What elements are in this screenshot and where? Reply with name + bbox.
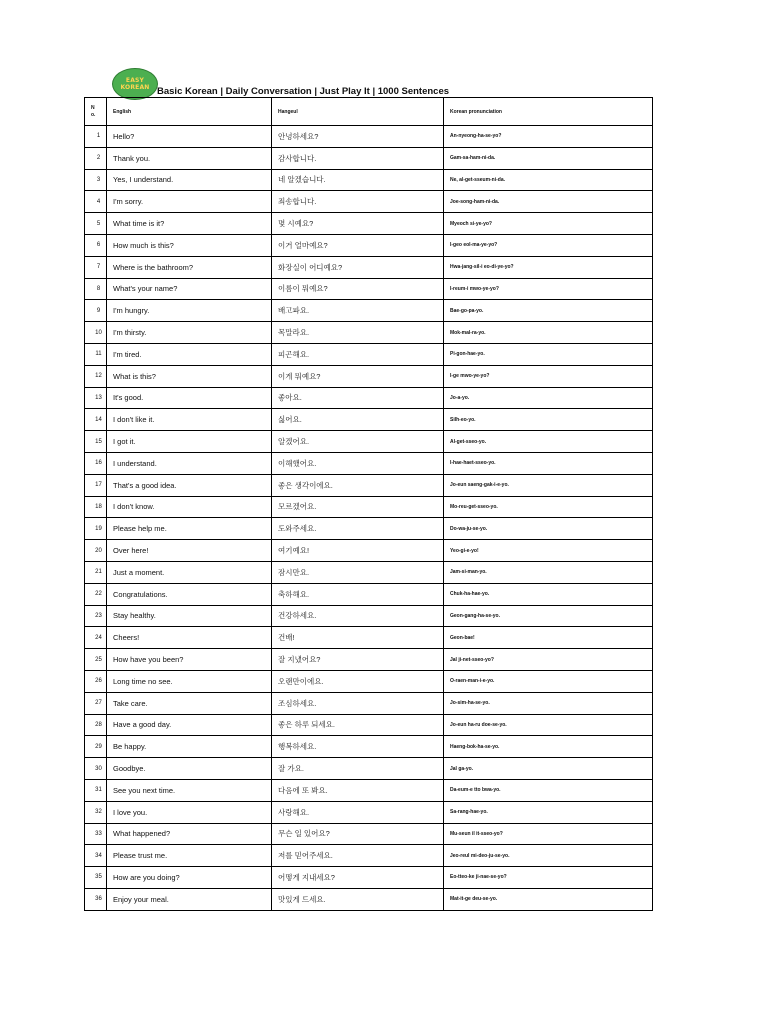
english-cell: Please trust me. xyxy=(107,845,272,867)
pronunciation-cell: Chuk-ha-hae-yo. xyxy=(444,583,653,605)
pronunciation-cell: Jal ga-yo. xyxy=(444,758,653,780)
hangeul-cell: 여기예요! xyxy=(272,540,444,562)
pronunciation-cell: Ne, al-get-sseum-ni-da. xyxy=(444,169,653,191)
english-cell: Enjoy your meal. xyxy=(107,888,272,910)
pronunciation-cell: Bae-go-pa-yo. xyxy=(444,300,653,322)
english-cell: I don't like it. xyxy=(107,409,272,431)
pronunciation-cell: Pi-gon-hae-yo. xyxy=(444,343,653,365)
row-number: 1 xyxy=(85,126,107,148)
hangeul-cell: 네 알겠습니다. xyxy=(272,169,444,191)
english-cell: Over here! xyxy=(107,540,272,562)
hangeul-cell: 잘 가요. xyxy=(272,758,444,780)
pronunciation-cell: Silh-eo-yo. xyxy=(444,409,653,431)
table-row xyxy=(85,322,653,344)
hangeul-cell: 좋은 하루 되세요. xyxy=(272,714,444,736)
english-cell: Stay healthy. xyxy=(107,605,272,627)
english-cell: Goodbye. xyxy=(107,758,272,780)
hangeul-cell: 어떻게 지내세요? xyxy=(272,867,444,889)
sentence-table xyxy=(84,97,653,911)
english-cell: I'm thirsty. xyxy=(107,322,272,344)
hangeul-cell: 사랑해요. xyxy=(272,801,444,823)
english-cell: Where is the bathroom? xyxy=(107,256,272,278)
row-number: 20 xyxy=(85,540,107,562)
row-number: 19 xyxy=(85,518,107,540)
english-cell: Hello? xyxy=(107,126,272,148)
hangeul-cell: 건강하세요. xyxy=(272,605,444,627)
english-cell: What time is it? xyxy=(107,213,272,235)
hangeul-cell: 맛있게 드세요. xyxy=(272,888,444,910)
english-cell: I'm sorry. xyxy=(107,191,272,213)
row-number: 25 xyxy=(85,649,107,671)
hangeul-cell: 다음에 또 봐요. xyxy=(272,779,444,801)
hangeul-cell: 행복하세요. xyxy=(272,736,444,758)
table-row xyxy=(85,126,653,148)
table-row xyxy=(85,278,653,300)
english-cell: What happened? xyxy=(107,823,272,845)
english-cell: How much is this? xyxy=(107,234,272,256)
row-number: 8 xyxy=(85,278,107,300)
hangeul-cell: 무슨 일 있어요? xyxy=(272,823,444,845)
table-row xyxy=(85,343,653,365)
row-number: 12 xyxy=(85,365,107,387)
table-row xyxy=(85,496,653,518)
table-row xyxy=(85,213,653,235)
hangeul-cell: 배고파요. xyxy=(272,300,444,322)
row-number: 33 xyxy=(85,823,107,845)
english-cell: I love you. xyxy=(107,801,272,823)
table-row xyxy=(85,169,653,191)
pronunciation-cell: Haeng-bok-ha-se-yo. xyxy=(444,736,653,758)
table-row xyxy=(85,779,653,801)
table-row xyxy=(85,867,653,889)
hangeul-cell: 오랜만이에요. xyxy=(272,670,444,692)
row-number: 18 xyxy=(85,496,107,518)
row-number: 22 xyxy=(85,583,107,605)
hangeul-cell: 좋은 생각이에요. xyxy=(272,474,444,496)
row-number: 23 xyxy=(85,605,107,627)
hangeul-cell: 죄송합니다. xyxy=(272,191,444,213)
english-cell: Long time no see. xyxy=(107,670,272,692)
english-cell: Congratulations. xyxy=(107,583,272,605)
header-no: N o. xyxy=(85,98,107,126)
table-row xyxy=(85,736,653,758)
header-english: English xyxy=(107,98,272,126)
row-number: 21 xyxy=(85,561,107,583)
row-number: 14 xyxy=(85,409,107,431)
header-hangeul: Hangeul xyxy=(272,98,444,126)
table-header-row xyxy=(85,98,653,126)
english-cell: I'm hungry. xyxy=(107,300,272,322)
hangeul-cell: 축하해요. xyxy=(272,583,444,605)
english-cell: I understand. xyxy=(107,452,272,474)
table-row xyxy=(85,758,653,780)
pronunciation-cell: Mu-seun il it-sseo-yo? xyxy=(444,823,653,845)
hangeul-cell: 몇 시예요? xyxy=(272,213,444,235)
pronunciation-cell: Mat-it-ge deu-se-yo. xyxy=(444,888,653,910)
row-number: 13 xyxy=(85,387,107,409)
document-title: Basic Korean | Daily Conversation | Just Play It | 1000 Sentences xyxy=(157,86,450,97)
table-body xyxy=(85,126,653,911)
hangeul-cell: 조심하세요. xyxy=(272,692,444,714)
row-number: 3 xyxy=(85,169,107,191)
row-number: 7 xyxy=(85,256,107,278)
table-row xyxy=(85,365,653,387)
english-cell: I don't know. xyxy=(107,496,272,518)
pronunciation-cell: Jeo-reul mi-deo-ju-se-yo. xyxy=(444,845,653,867)
row-number: 4 xyxy=(85,191,107,213)
hangeul-cell: 화장실이 어디예요? xyxy=(272,256,444,278)
table-row xyxy=(85,801,653,823)
english-cell: What's your name? xyxy=(107,278,272,300)
hangeul-cell: 이해했어요. xyxy=(272,452,444,474)
hangeul-cell: 이름이 뭐예요? xyxy=(272,278,444,300)
row-number: 35 xyxy=(85,867,107,889)
english-cell: Just a moment. xyxy=(107,561,272,583)
pronunciation-cell: Jam-si-man-yo. xyxy=(444,561,653,583)
table-row xyxy=(85,409,653,431)
english-cell: Have a good day. xyxy=(107,714,272,736)
table-row xyxy=(85,387,653,409)
hangeul-cell: 목말라요. xyxy=(272,322,444,344)
row-number: 10 xyxy=(85,322,107,344)
table-row xyxy=(85,474,653,496)
pronunciation-cell: I-reum-i mwo-ye-yo? xyxy=(444,278,653,300)
table-row xyxy=(85,888,653,910)
table-row xyxy=(85,256,653,278)
hangeul-cell: 건배! xyxy=(272,627,444,649)
hangeul-cell: 안녕하세요? xyxy=(272,126,444,148)
pronunciation-cell: Gam-sa-ham-ni-da. xyxy=(444,147,653,169)
english-cell: Take care. xyxy=(107,692,272,714)
english-cell: I got it. xyxy=(107,431,272,453)
pronunciation-cell: Da-eum-e tto bwa-yo. xyxy=(444,779,653,801)
table-row xyxy=(85,670,653,692)
pronunciation-cell: Jo-sim-ha-se-yo. xyxy=(444,692,653,714)
pronunciation-cell: I-hae-haet-sseo-yo. xyxy=(444,452,653,474)
hangeul-cell: 도와주세요. xyxy=(272,518,444,540)
row-number: 9 xyxy=(85,300,107,322)
hangeul-cell: 잠시만요. xyxy=(272,561,444,583)
pronunciation-cell: Do-wa-ju-se-yo. xyxy=(444,518,653,540)
hangeul-cell: 싫어요. xyxy=(272,409,444,431)
english-cell: It's good. xyxy=(107,387,272,409)
pronunciation-cell: Jo-eun ha-ru doe-se-yo. xyxy=(444,714,653,736)
english-cell: See you next time. xyxy=(107,779,272,801)
hangeul-cell: 잘 지냈어요? xyxy=(272,649,444,671)
row-number: 32 xyxy=(85,801,107,823)
row-number: 30 xyxy=(85,758,107,780)
table-row xyxy=(85,300,653,322)
table-row xyxy=(85,823,653,845)
table-row xyxy=(85,518,653,540)
pronunciation-cell: Joe-song-ham-ni-da. xyxy=(444,191,653,213)
english-cell: Yes, I understand. xyxy=(107,169,272,191)
hangeul-cell: 이거 얼마예요? xyxy=(272,234,444,256)
pronunciation-cell: Yeo-gi-e-yo! xyxy=(444,540,653,562)
hangeul-cell: 감사합니다. xyxy=(272,147,444,169)
pronunciation-cell: I-ge mwo-ye-yo? xyxy=(444,365,653,387)
english-cell: Thank you. xyxy=(107,147,272,169)
pronunciation-cell: O-raen-man-i-e-yo. xyxy=(444,670,653,692)
hangeul-cell: 알겠어요. xyxy=(272,431,444,453)
row-number: 31 xyxy=(85,779,107,801)
hangeul-cell: 피곤해요. xyxy=(272,343,444,365)
easy-korean-logo: EASY KOREAN xyxy=(112,68,158,100)
row-number: 36 xyxy=(85,888,107,910)
pronunciation-cell: Hwa-jang-sil-i eo-di-ye-yo? xyxy=(444,256,653,278)
table-row xyxy=(85,191,653,213)
hangeul-cell: 모르겠어요. xyxy=(272,496,444,518)
pronunciation-cell: An-nyeong-ha-se-yo? xyxy=(444,126,653,148)
hangeul-cell: 저를 믿어주세요. xyxy=(272,845,444,867)
english-cell: How have you been? xyxy=(107,649,272,671)
table-row xyxy=(85,452,653,474)
hangeul-cell: 좋아요. xyxy=(272,387,444,409)
english-cell: How are you doing? xyxy=(107,867,272,889)
table-row xyxy=(85,692,653,714)
english-cell: I'm tired. xyxy=(107,343,272,365)
row-number: 15 xyxy=(85,431,107,453)
table-row xyxy=(85,561,653,583)
row-number: 5 xyxy=(85,213,107,235)
table-row xyxy=(85,649,653,671)
row-number: 29 xyxy=(85,736,107,758)
pronunciation-cell: Mo-reu-get-sseo-yo. xyxy=(444,496,653,518)
table-row xyxy=(85,605,653,627)
row-number: 27 xyxy=(85,692,107,714)
pronunciation-cell: Sa-rang-hae-yo. xyxy=(444,801,653,823)
english-cell: Be happy. xyxy=(107,736,272,758)
pronunciation-cell: Jal ji-net-sseo-yo? xyxy=(444,649,653,671)
row-number: 16 xyxy=(85,452,107,474)
row-number: 24 xyxy=(85,627,107,649)
table-row xyxy=(85,714,653,736)
row-number: 2 xyxy=(85,147,107,169)
table-row xyxy=(85,627,653,649)
row-number: 28 xyxy=(85,714,107,736)
table-row xyxy=(85,234,653,256)
pronunciation-cell: Myeoch si-ye-yo? xyxy=(444,213,653,235)
english-cell: Please help me. xyxy=(107,518,272,540)
header-pronunciation: Korean pronunciation xyxy=(444,98,653,126)
english-cell: That's a good idea. xyxy=(107,474,272,496)
pronunciation-cell: Eo-tteo-ke ji-nae-se-yo? xyxy=(444,867,653,889)
table-row xyxy=(85,583,653,605)
pronunciation-cell: I-geo eol-ma-ye-yo? xyxy=(444,234,653,256)
pronunciation-cell: Geon-gang-ha-se-yo. xyxy=(444,605,653,627)
row-number: 34 xyxy=(85,845,107,867)
row-number: 26 xyxy=(85,670,107,692)
english-cell: Cheers! xyxy=(107,627,272,649)
table-row xyxy=(85,540,653,562)
table-row xyxy=(85,431,653,453)
table-row xyxy=(85,147,653,169)
pronunciation-cell: Jo-a-yo. xyxy=(444,387,653,409)
english-cell: What is this? xyxy=(107,365,272,387)
pronunciation-cell: Mok-mal-ra-yo. xyxy=(444,322,653,344)
pronunciation-cell: Geon-bae! xyxy=(444,627,653,649)
row-number: 6 xyxy=(85,234,107,256)
pronunciation-cell: Al-get-sseo-yo. xyxy=(444,431,653,453)
row-number: 17 xyxy=(85,474,107,496)
pronunciation-cell: Jo-eun saeng-gak-i-e-yo. xyxy=(444,474,653,496)
table-row xyxy=(85,845,653,867)
row-number: 11 xyxy=(85,343,107,365)
hangeul-cell: 이게 뭐예요? xyxy=(272,365,444,387)
